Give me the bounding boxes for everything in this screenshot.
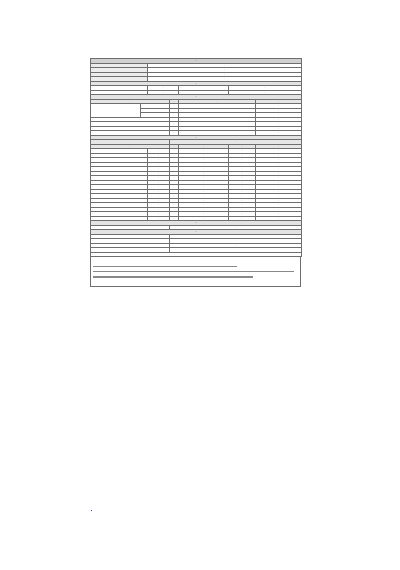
cell: · [229, 167, 256, 172]
column-header: · [170, 144, 179, 149]
cell: · [148, 158, 170, 163]
cell: · [256, 194, 302, 199]
cell: · [256, 180, 302, 185]
column-header: · [91, 144, 170, 149]
cell: · [256, 122, 302, 127]
footnotes [90, 257, 301, 287]
cell: · [141, 108, 170, 113]
form-body-lower [91, 221, 302, 257]
cell: · [179, 104, 256, 109]
column-header: · [179, 99, 256, 104]
cell: · [229, 162, 256, 167]
cell: · [179, 194, 229, 199]
cell: · [179, 158, 229, 163]
cell: · [170, 126, 179, 131]
cell: · [91, 216, 148, 221]
cell: · [229, 90, 302, 95]
column-header: · [256, 144, 302, 149]
cell: · [170, 212, 179, 217]
section-title: · [91, 95, 302, 100]
cell: · [179, 149, 229, 154]
cell: · [170, 122, 179, 127]
cell: · [256, 216, 302, 221]
cell: · [229, 198, 256, 203]
section-title: · [91, 230, 302, 235]
cell: · [91, 153, 148, 158]
cell: · [256, 162, 302, 167]
footnote-line [93, 276, 253, 277]
cell: · [179, 180, 229, 185]
row-group-label: · [91, 104, 141, 118]
section-title: · [91, 135, 302, 140]
cell: · [170, 185, 179, 190]
cell: · [170, 104, 179, 109]
cell: · [170, 158, 179, 163]
cell: · [148, 171, 170, 176]
cell: · [91, 189, 148, 194]
cell: · [148, 203, 170, 208]
cell: · [179, 185, 229, 190]
cell: · [91, 252, 302, 257]
column-header: · [91, 99, 170, 104]
cell: · [256, 212, 302, 217]
footnote-line [93, 271, 294, 272]
info-value: · [148, 63, 302, 68]
cell: · [256, 126, 302, 131]
cell: · [91, 149, 148, 154]
info-value: · [148, 77, 302, 82]
cell: · [148, 198, 170, 203]
cell: · [91, 126, 170, 131]
cell: · [179, 86, 229, 91]
cell: · [170, 198, 179, 203]
cell: · [179, 122, 256, 127]
cell: · [256, 158, 302, 163]
cell: · [170, 189, 179, 194]
cell: · [91, 198, 148, 203]
cell: · [170, 113, 179, 118]
cell: · [179, 90, 229, 95]
cell: · [179, 207, 229, 212]
cell: · [148, 176, 170, 181]
safety-data-form [90, 58, 301, 287]
cell: · [256, 117, 302, 122]
cell: · [148, 167, 170, 172]
cell: · [91, 90, 148, 95]
cell: · [179, 212, 229, 217]
cell: · [91, 207, 148, 212]
cell: · [170, 171, 179, 176]
cell: · [256, 113, 302, 118]
cell: · [229, 194, 256, 199]
cell: · [141, 113, 170, 118]
column-header: · [256, 99, 302, 104]
form-title: · [91, 59, 302, 64]
footnote-line [93, 266, 237, 267]
column-header: · [229, 144, 256, 149]
cell: · [91, 122, 170, 127]
cell: · [170, 167, 179, 172]
cell: · [256, 149, 302, 154]
cell: · [91, 212, 148, 217]
cell: · [148, 212, 170, 217]
cell: · [170, 225, 302, 230]
cell: · [179, 171, 229, 176]
cell: · [91, 225, 170, 230]
cell: · [170, 162, 179, 167]
section-title: · [91, 221, 302, 226]
cell: · [179, 131, 256, 136]
form-table [90, 58, 302, 257]
cell: · [148, 149, 170, 154]
cell: · [229, 212, 256, 217]
cell: · [170, 216, 179, 221]
section-subtitle: · [170, 140, 302, 145]
cell: · [256, 207, 302, 212]
cell: · [170, 153, 179, 158]
cell: · [179, 176, 229, 181]
info-label: · [91, 72, 148, 77]
section-title: · [91, 81, 302, 86]
cell: · [229, 207, 256, 212]
cell: · [91, 203, 148, 208]
cell: · [170, 149, 179, 154]
cell: · [148, 194, 170, 199]
document-link[interactable]: · [91, 506, 92, 510]
form-body [91, 59, 302, 149]
cell: · [256, 104, 302, 109]
cell: · [148, 90, 179, 95]
cell: · [148, 162, 170, 167]
cell: · [229, 185, 256, 190]
cell: · [256, 189, 302, 194]
cell: · [256, 167, 302, 172]
cell: · [91, 171, 148, 176]
cell: · [148, 86, 179, 91]
cell: · [91, 185, 148, 190]
info-value: · [148, 72, 302, 77]
cell: · [256, 176, 302, 181]
cell: · [229, 158, 256, 163]
column-header: · [179, 144, 229, 149]
cell: · [256, 171, 302, 176]
cell: · [170, 243, 302, 248]
cell: · [91, 176, 148, 181]
column-header: · [170, 99, 179, 104]
cell: · [141, 104, 170, 109]
section3-rows [91, 149, 302, 221]
cell: · [256, 153, 302, 158]
cell: · [91, 194, 148, 199]
cell: · [179, 198, 229, 203]
cell: · [256, 185, 302, 190]
cell: · [91, 180, 148, 185]
cell: · [256, 198, 302, 203]
cell: · [91, 248, 170, 253]
cell: · [179, 189, 229, 194]
cell: · [179, 113, 256, 118]
cell: · [170, 207, 179, 212]
cell: · [179, 126, 256, 131]
cell: · [229, 203, 256, 208]
cell: · [179, 216, 229, 221]
info-value: · [148, 68, 302, 73]
cell: · [91, 86, 148, 91]
cell: · [91, 158, 148, 163]
cell: · [91, 234, 170, 239]
cell: · [229, 149, 256, 154]
cell: · [179, 167, 229, 172]
cell: · [148, 180, 170, 185]
cell: · [179, 203, 229, 208]
cell: · [170, 117, 179, 122]
cell: · [170, 203, 179, 208]
cell: · [229, 216, 256, 221]
cell: · [91, 117, 170, 122]
cell: · [148, 189, 170, 194]
info-label: · [91, 77, 148, 82]
cell: · [229, 86, 302, 91]
cell: · [179, 108, 256, 113]
cell: · [179, 117, 256, 122]
cell: · [256, 108, 302, 113]
cell: · [148, 216, 170, 221]
cell: · [91, 243, 170, 248]
cell: · [179, 162, 229, 167]
cell: · [148, 153, 170, 158]
cell: · [256, 203, 302, 208]
cell: · [256, 131, 302, 136]
cell: · [91, 162, 148, 167]
info-label: · [91, 63, 148, 68]
info-label: · [91, 68, 148, 73]
cell: · [91, 131, 170, 136]
cell: · [229, 176, 256, 181]
cell: · [179, 153, 229, 158]
cell: · [148, 207, 170, 212]
cell: · [229, 153, 256, 158]
cell: · [91, 167, 148, 172]
cell: · [170, 176, 179, 181]
cell: · [91, 239, 170, 244]
cell: · [170, 180, 179, 185]
cell: · [229, 189, 256, 194]
cell: · [170, 194, 179, 199]
cell: · [170, 131, 179, 136]
cell: · [229, 180, 256, 185]
cell: · [170, 108, 179, 113]
cell: · [148, 185, 170, 190]
cell: · [229, 171, 256, 176]
